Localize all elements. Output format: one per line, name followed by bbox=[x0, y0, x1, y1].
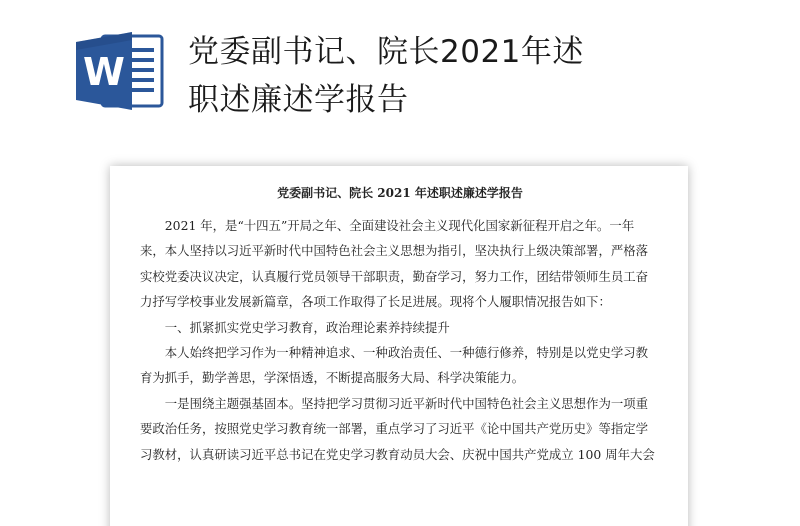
page-title bbox=[188, 28, 648, 124]
text-line: 力抒写学校事业发展新篇章，各项工作取得了长足进展。现将个人履职情况报告如下： bbox=[140, 294, 611, 310]
paragraph-2 bbox=[140, 340, 660, 391]
document-title: 党委副书记、院长 2021 年述职述廉述学报告 bbox=[277, 186, 523, 200]
text-line: 来，本人坚持以习近平新时代中国特色社会主义思想为指引，坚决执行上级决策部署，严格落 bbox=[140, 243, 649, 259]
text-line: 育为抓手，勤学善思，学深悟透，不断提高服务大局、科学决策能力。 bbox=[140, 370, 525, 386]
text-line: 2021 年，是“十四五”开局之年、全面建设社会主义现代化国家新征程开启之年。一年 bbox=[164, 218, 635, 233]
word-icon-letter: W bbox=[83, 50, 125, 94]
paragraph-1 bbox=[140, 213, 660, 315]
document-body bbox=[140, 184, 660, 467]
text-line: 一是围绕主题强基固本。坚持把学习贯彻习近平新时代中国特色社会主义思想作为一项重 bbox=[164, 395, 649, 411]
word-icon bbox=[72, 30, 166, 112]
text-line: 实校党委决议决定，认真履行党员领导干部职责，勤奋学习，努力工作，团结带领师生员工奋 bbox=[140, 268, 649, 284]
text-line: 一、抓紧抓实党史学习教育，政治理论素养持续提升 bbox=[164, 319, 450, 335]
title-line-2: 职述廉述学报告 bbox=[188, 82, 409, 118]
paragraph-3 bbox=[140, 391, 660, 467]
title-line-1: 党委副书记、院长2021年述 bbox=[188, 34, 584, 70]
section-heading-1 bbox=[140, 315, 660, 340]
document-page bbox=[110, 166, 688, 526]
text-line: 本人始终把学习作为一种精神追求、一种政治责任、一种德行修养，特别是以党史学习教 bbox=[164, 345, 649, 361]
text-line: 习教材，认真研读习近平总书记在党史学习教育动员大会、庆祝中国共产党成立 100 周年大会 bbox=[140, 446, 655, 462]
text-line: 要政治任务，按照党史学习教育统一部署，重点学习了习近平《论中国共产党历史》等指定学 bbox=[140, 421, 649, 437]
